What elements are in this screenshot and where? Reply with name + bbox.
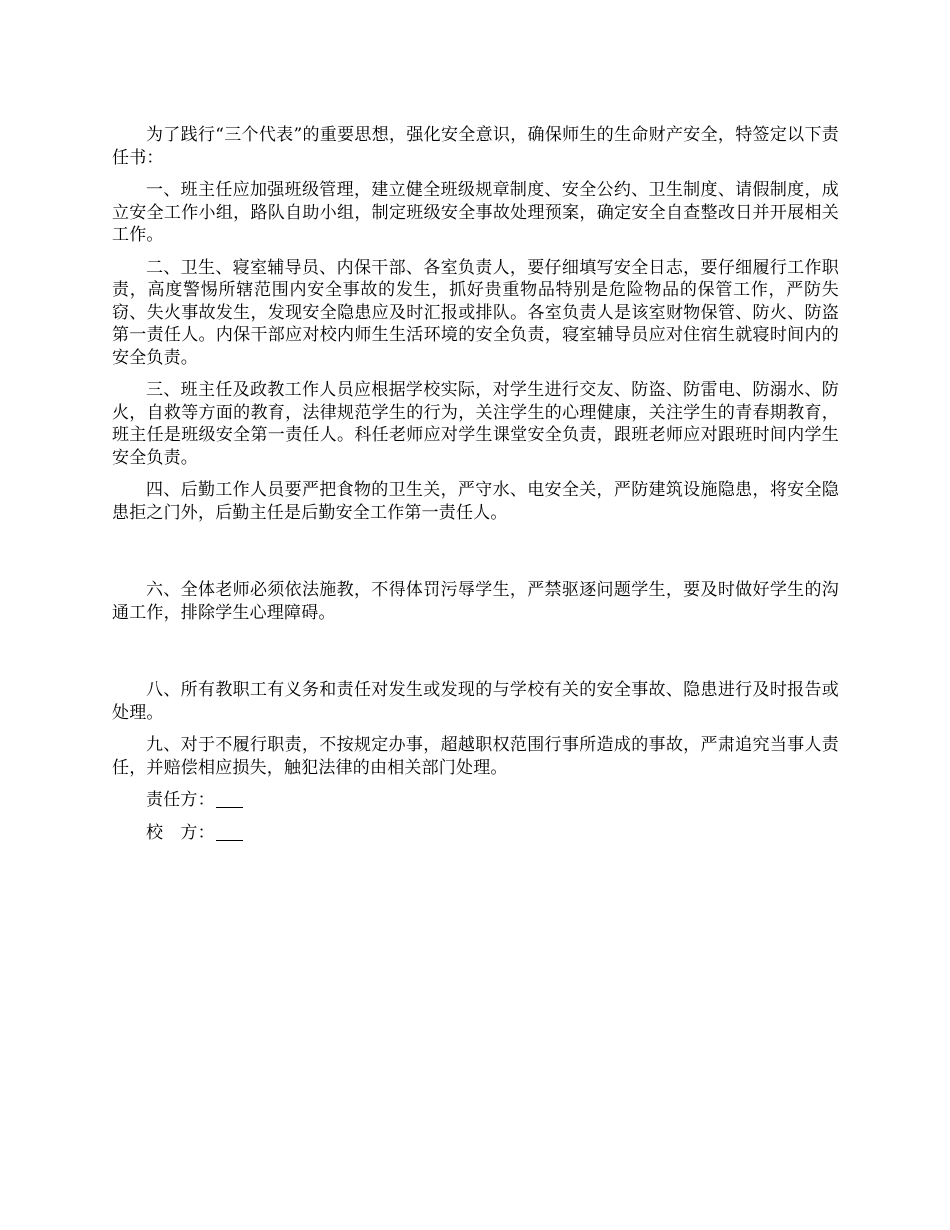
clause-1-paragraph: 一、班主任应加强班级管理，建立健全班级规章制度、安全公约、卫生制度、请假制度，成立安全工作小组，路队自助小组，制定班级安全事故处理预案，确定安全自查整改日并开展相关工作。 [112, 180, 839, 245]
document-body [112, 124, 839, 854]
clause-8-paragraph: 八、所有教职工有义务和责任对发生或发现的与学校有关的安全事故、隐患进行及时报告或处理。 [112, 680, 839, 723]
signature-responsible-blank [216, 790, 243, 808]
clause-9-paragraph: 九、对于不履行职责，不按规定办事，超越职权范围行事所造成的事故，严肃追究当事人责任，并赔偿相应损失，触犯法律的由相关部门处理。 [112, 735, 839, 778]
clause-2-paragraph: 二、卫生、寝室辅导员、内保干部、各室负责人，要仔细填写安全日志，要仔细履行工作职责，高度警惕所辖范围内安全事故的发生，抓好贵重物品特别是危险物品的保管工作，严防失窃、失火事故发生，发现安全隐患应及时汇报或排队。各室负责人是该室财物保管、防火、防盗第一责任人。内保干部应对校内师生生活环境的安全负责，寝室辅导员应对住宿生就寝时间内的安全负责。 [112, 257, 839, 368]
signature-school-label: 校 方： [146, 822, 215, 843]
clause-4-paragraph: 四、后勤工作人员要严把食物的卫生关，严守水、电安全关，严防建筑设施隐患，将安全隐患拒之门外，后勤主任是后勤安全工作第一责任人。 [112, 480, 839, 523]
clause-6-paragraph: 六、全体老师必须依法施教，不得体罚污辱学生，严禁驱逐问题学生，要及时做好学生的沟通工作，排除学生心理障碍。 [112, 580, 839, 623]
signature-responsible-label: 责任方： [146, 790, 215, 810]
clause-3-paragraph: 三、班主任及政教工作人员应根据学校实际，对学生进行交友、防盗、防雷电、防溺水、防火，自救等方面的教育，法律规范学生的行为，关注学生的心理健康，关注学生的青春期教育，班主任是班级安全第一责任人。科任老师应对学生课堂安全负责，跟班老师应对跟班时间内学生安全负责。 [112, 380, 839, 468]
signature-school-blank [216, 823, 243, 841]
signature-responsible-party [112, 789, 839, 812]
signature-school [112, 822, 839, 845]
intro-paragraph: 为了践行“三个代表”的重要思想，强化安全意识，确保师生的生命财产安全，特签定以下责任书： [112, 125, 839, 168]
